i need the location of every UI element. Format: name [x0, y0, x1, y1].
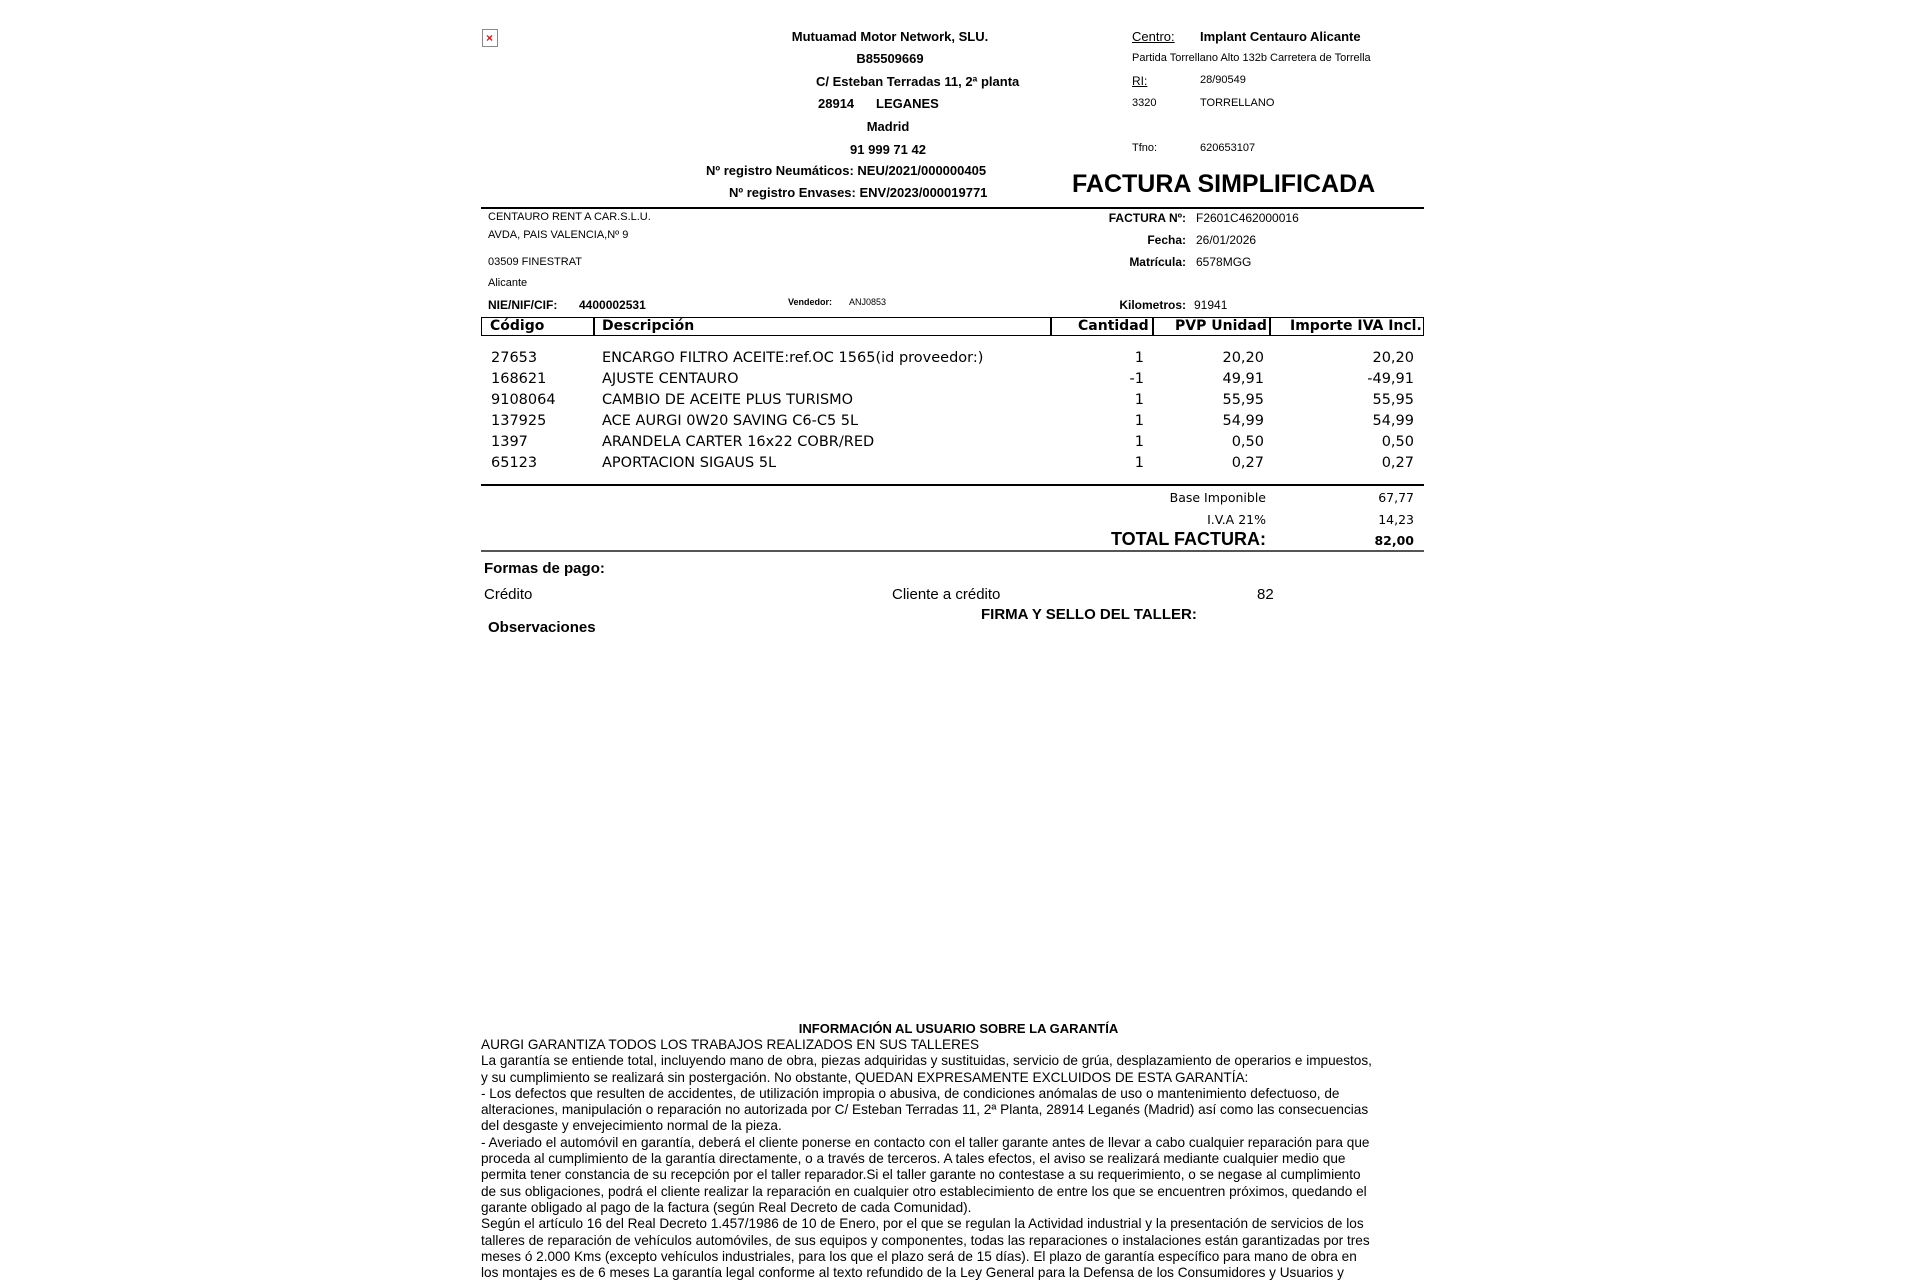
iva-value: 14,23 [1378, 512, 1414, 527]
company-street: C/ Esteban Terradas 11, 2ª planta [816, 74, 1020, 89]
company-logo-broken-image-icon: × [482, 29, 498, 47]
center-phone-value: 620653107 [1200, 142, 1256, 154]
base-imponible-label: Base Imponible [1169, 490, 1266, 505]
observations-label: Observaciones [488, 619, 596, 636]
table-row [0, 390, 1920, 411]
table-row [0, 369, 1920, 390]
table-header-pvp: PVP Unidad [1152, 317, 1271, 336]
table-row [0, 432, 1920, 453]
header-divider [481, 207, 1424, 209]
cell-cantidad: 1 [1134, 455, 1144, 471]
cell-pvp: 55,95 [1222, 392, 1264, 408]
invoice-km-label: Kilometros: [1119, 298, 1186, 312]
warranty-line: de sus obligaciones, podrá el cliente realizar la reparación en cualquier otro establecimiento de entre los que se encuentren próximos, quedando el [481, 1183, 1367, 1199]
warranty-text [481, 1037, 1451, 1281]
total-factura-value: 82,00 [1374, 533, 1414, 548]
signature-label: FIRMA Y SELLO DEL TALLER: [981, 606, 1197, 623]
company-cif: B85509669 [856, 51, 924, 66]
totals-divider [481, 550, 1424, 552]
company-name: Mutuamad Motor Network, SLU. [791, 29, 989, 44]
center-phone-label: Tfno: [1132, 142, 1158, 154]
vendor-value: ANJ0853 [849, 297, 887, 307]
warranty-line: y su cumplimiento se realizará sin postergación. No obstante, QUEDAN EXPRESAMENTE EXCLUIDOS DE ESTA GARANTÍA: [481, 1069, 1249, 1085]
cell-codigo: 168621 [491, 371, 547, 387]
table-row [0, 411, 1920, 432]
center-postal-code: 3320 [1132, 97, 1157, 109]
warranty-line: del desgaste y envejecimiento normal de la pieza. [481, 1118, 782, 1134]
table-header-descripcion: Descripción [593, 317, 1052, 336]
cell-cantidad: -1 [1129, 371, 1144, 387]
client-nif-value: 4400002531 [579, 298, 646, 312]
cell-codigo: 27653 [491, 350, 538, 366]
company-city: LEGANES [876, 96, 939, 111]
table-header-importe: Importe IVA Incl. [1269, 317, 1424, 336]
warranty-title: INFORMACIÓN AL USUARIO SOBRE LA GARANTÍA [798, 1021, 1119, 1036]
company-postal-code: 28914 [818, 96, 855, 111]
invoice-date-label: Fecha: [1147, 233, 1186, 247]
invoice-plate-label: Matrícula: [1129, 255, 1186, 269]
cell-codigo: 9108064 [491, 392, 556, 408]
warranty-line: AURGI GARANTIZA TODOS LOS TRABAJOS REALIZADOS EN SUS TALLERES [481, 1037, 980, 1052]
cell-importe: 54,99 [1372, 413, 1414, 429]
warranty-line: meses ó 2.000 Kms (excepto vehículos industriales, para los que el plazo será de 15 días). El plazo de garantía específico para mano de obra en [481, 1248, 1357, 1264]
client-street: AVDA, PAIS VALENCIA,Nº 9 [488, 229, 629, 241]
cell-cantidad: 1 [1134, 350, 1144, 366]
client-nif-label: NIE/NIF/CIF: [488, 298, 558, 312]
warranty-line: permita tener constancia de su recepción por el taller reparador.Si el taller garante no contestase a su requerimiento, o se negase al cumplimiento [481, 1167, 1361, 1183]
center-ri-label: RI: [1132, 74, 1148, 88]
cell-importe: 0,50 [1381, 434, 1414, 450]
client-province: Alicante [488, 277, 528, 289]
items-divider [481, 484, 1424, 486]
table-row [0, 453, 1920, 474]
cell-descripcion: ACE AURGI 0W20 SAVING C6-C5 5L [602, 413, 859, 429]
invoice-date-value: 26/01/2026 [1196, 233, 1257, 247]
cell-importe: 0,27 [1381, 455, 1414, 471]
warranty-line: alteraciones, manipulación o reparación no autorizada por C/ Esteban Terradas 11, 2ª Planta, 28914 Leganés (Madrid) así como las consecuencias [481, 1102, 1369, 1118]
cell-cantidad: 1 [1134, 434, 1144, 450]
document-title: FACTURA SIMPLIFICADA [1072, 170, 1376, 198]
cell-descripcion: CAMBIO DE ACEITE PLUS TURISMO [602, 392, 854, 408]
cell-descripcion: ARANDELA CARTER 16x22 COBR/RED [602, 434, 875, 450]
invoice-km-value: 91941 [1194, 298, 1228, 312]
warranty-line: La garantía se entiende total, incluyendo mano de obra, piezas adquiridas y sustituidas, servicio de grúa, desplazamiento de operarios e impuestos, [481, 1053, 1372, 1069]
center-ri-value: 28/90549 [1200, 74, 1246, 86]
company-phone: 91 999 71 42 [850, 142, 926, 157]
company-reg-neumaticos: Nº registro Neumáticos: NEU/2021/000000405 [706, 163, 987, 178]
cell-codigo: 1397 [491, 434, 528, 450]
cell-codigo: 137925 [491, 413, 547, 429]
cell-descripcion: AJUSTE CENTAURO [602, 371, 739, 387]
cell-importe: -49,91 [1367, 371, 1414, 387]
invoice-plate-value: 6578MGG [1196, 255, 1252, 269]
center-label: Centro: [1132, 29, 1175, 44]
warranty-line: proceda al cumplimiento de la garantía directamente, o a través de terceros. A tales efectos, el aviso se realizará mediante cualquier medio que [481, 1151, 1346, 1167]
warranty-line: garante obligado al pago de la factura (según Real Decreto de cada Comunidad). [481, 1199, 972, 1215]
center-address: Partida Torrellano Alto 132b Carretera de Torrella [1132, 52, 1371, 64]
company-reg-envases: Nº registro Envases: ENV/2023/000019771 [729, 185, 988, 200]
warranty-line: los montajes es de 6 meses La garantía legal conforme al texto refundido de la Ley General para la Defensa de los Consumidores y Usuarios y [481, 1265, 1344, 1281]
client-city: 03509 FINESTRAT [488, 256, 582, 268]
cell-codigo: 65123 [491, 455, 538, 471]
cell-importe: 55,95 [1372, 392, 1414, 408]
payment-type: Cliente a crédito [892, 586, 1001, 603]
cell-importe: 20,20 [1372, 350, 1414, 366]
center-name: Implant Centauro Alicante [1200, 29, 1361, 44]
cell-pvp: 54,99 [1222, 413, 1264, 429]
table-row [0, 348, 1920, 369]
warranty-line: - Averiado el automóvil en garantía, deberá el cliente ponerse en contacto con el taller garante antes de llevar a cabo cualquier reparación para que [481, 1134, 1370, 1150]
payment-method: Crédito [484, 586, 533, 603]
company-province: Madrid [866, 119, 910, 134]
cell-pvp: 49,91 [1222, 371, 1264, 387]
iva-label: I.V.A 21% [1207, 512, 1266, 527]
cell-descripcion: APORTACION SIGAUS 5L [602, 455, 777, 471]
invoice-lines [0, 348, 1920, 478]
base-imponible-value: 67,77 [1378, 490, 1414, 505]
total-factura-label: TOTAL FACTURA: [1111, 529, 1266, 549]
warranty-line: talleres de reparación de vehículos automóviles, de sus equipos y componentes, todas las reparaciones o instalaciones están garantizadas por tres [481, 1232, 1370, 1248]
invoice-number-value: F2601C462000016 [1196, 211, 1299, 225]
cell-descripcion: ENCARGO FILTRO ACEITE:ref.OC 1565(id proveedor:) [602, 350, 984, 366]
invoice-number-label: FACTURA Nº: [1108, 211, 1186, 225]
table-header-codigo: Código [481, 317, 595, 336]
warranty-line: - Los defectos que resulten de accidentes, de utilización impropia o abusiva, de condiciones anómalas de uso o mantenimiento defectuoso, de [481, 1085, 1340, 1101]
payment-title: Formas de pago: [484, 560, 605, 577]
payment-amount: 82 [1257, 586, 1274, 603]
table-header-cantidad: Cantidad [1050, 317, 1154, 336]
center-city: TORRELLANO [1200, 97, 1275, 109]
cell-pvp: 0,27 [1231, 455, 1264, 471]
cell-pvp: 0,50 [1231, 434, 1264, 450]
warranty-line: Según el artículo 16 del Real Decreto 1.457/1986 de 10 de Enero, por el que se regulan la Actividad industrial y la presentación de servicios de los [481, 1216, 1364, 1232]
client-name: CENTAURO RENT A CAR.S.L.U. [488, 211, 651, 223]
vendor-label: Vendedor: [788, 297, 833, 307]
cell-pvp: 20,20 [1222, 350, 1264, 366]
cell-cantidad: 1 [1134, 413, 1144, 429]
cell-cantidad: 1 [1134, 392, 1144, 408]
